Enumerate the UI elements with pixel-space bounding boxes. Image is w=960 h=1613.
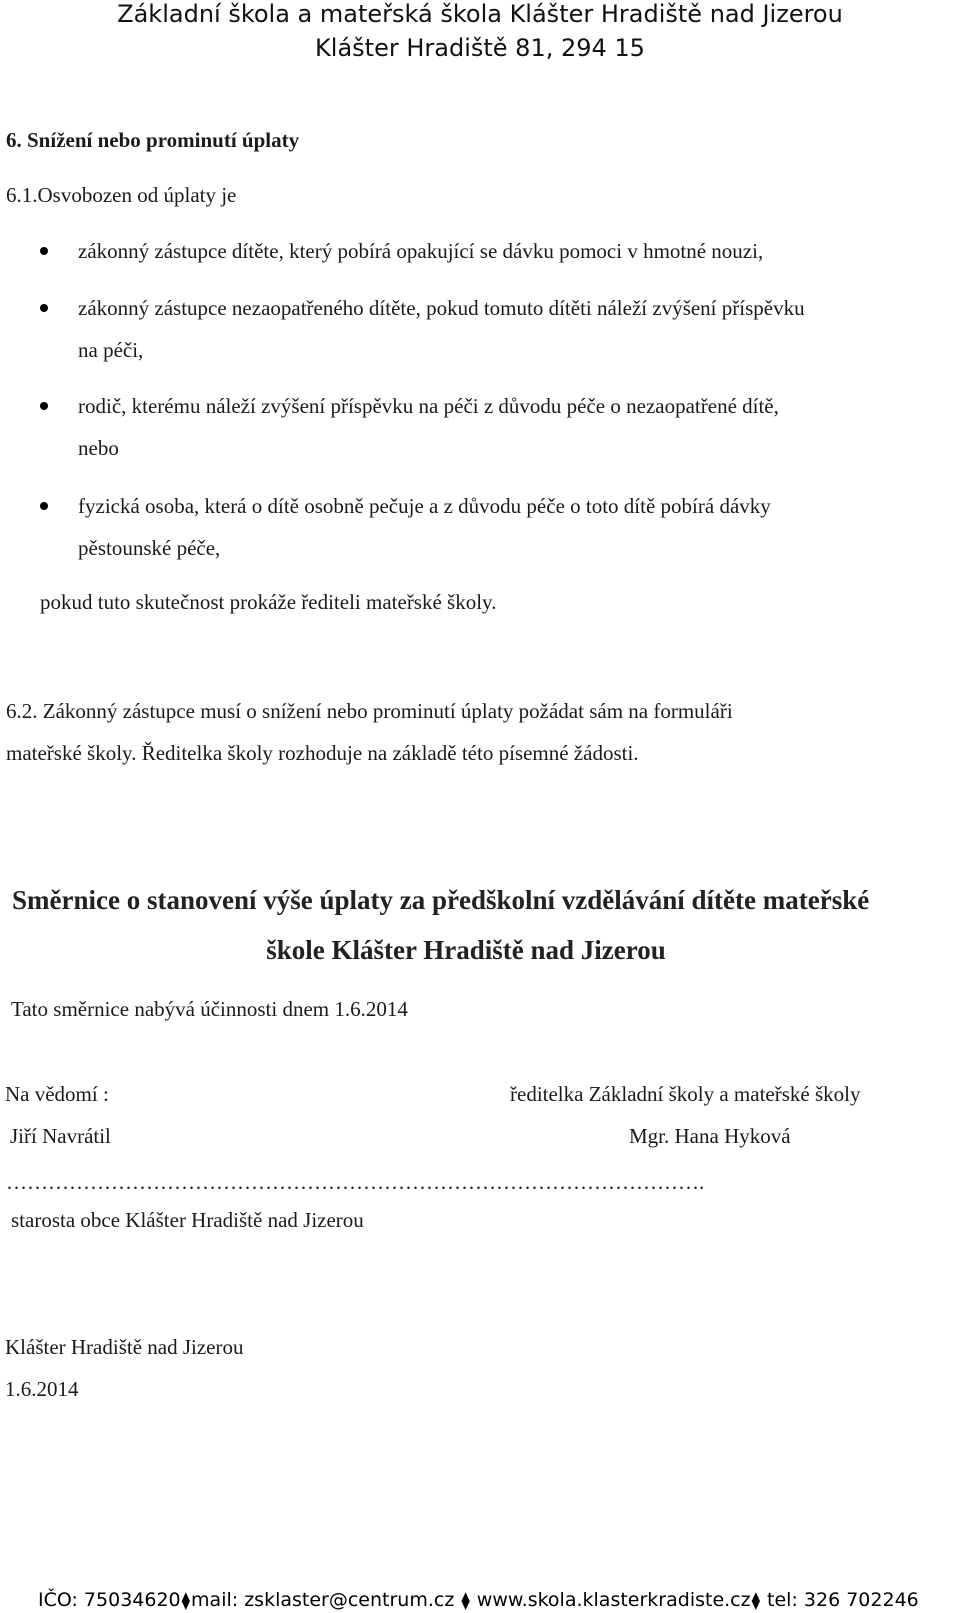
mayor-role: starosta obce Klášter Hradiště nad Jizerou xyxy=(11,1208,364,1232)
paragraph-6-2-line2: mateřské školy. Ředitelka školy rozhoduje na základě této písemné žádosti. xyxy=(6,741,639,765)
place: Klášter Hradiště nad Jizerou xyxy=(5,1335,244,1359)
letterhead-address: Klášter Hradiště 81, 294 15 xyxy=(315,34,645,62)
paragraph-6-2-line1: 6.2. Zákonný zástupce musí o snížení nebo prominutí úplaty požádat sám na formuláři xyxy=(6,699,733,723)
bullet-icon xyxy=(40,502,48,510)
list-item-continuation: nebo xyxy=(78,436,119,460)
footer-contact xyxy=(38,1589,919,1611)
acknowledged-label: Na vědomí : xyxy=(5,1082,109,1106)
acknowledged-name: Jiří Navrátil xyxy=(10,1124,111,1148)
paragraph-6-1-close: pokud tuto skutečnost prokáže řediteli mateřské školy. xyxy=(40,590,497,614)
effective-date-statement: Tato směrnice nabývá účinnosti dnem 1.6.2014 xyxy=(11,997,408,1021)
list-item-continuation: na péči, xyxy=(78,338,144,362)
letterhead-school-name: Základní škola a mateřská škola Klášter Hradiště nad Jizerou xyxy=(117,0,843,28)
list-item: fyzická osoba, která o dítě osobně pečuje a z důvodu péče o toto dítě pobírá dávky xyxy=(78,494,771,518)
list-item: zákonný zástupce nezaopatřeného dítěte, pokud tomuto dítěti náleží zvýšení příspěvku xyxy=(78,296,805,320)
list-item: rodič, kterému náleží zvýšení příspěvku na péči z důvodu péče o nezaopatřené dítě, xyxy=(78,394,779,418)
paragraph-6-1-intro: 6.1.Osvobozen od úplaty je xyxy=(6,183,237,207)
signature-dotted-line: ………………………………………………………………………………………. xyxy=(6,1170,705,1194)
director-name: Mgr. Hana Hyková xyxy=(629,1124,791,1148)
footer-tel: tel: 326 702246 xyxy=(767,1589,919,1611)
list-item: zákonný zástupce dítěte, který pobírá opakující se dávku pomoci v hmotné nouzi, xyxy=(78,239,764,263)
diamond-icon: ⧫ xyxy=(751,1591,760,1611)
footer-web: www.skola.klasterkradiste.cz xyxy=(476,1589,751,1611)
date: 1.6.2014 xyxy=(5,1377,79,1401)
section-heading: 6. Snížení nebo prominutí úplaty xyxy=(6,128,300,152)
director-role: ředitelka Základní školy a mateřské školy xyxy=(510,1082,861,1106)
diamond-icon: ⧫ xyxy=(181,1591,191,1611)
directive-title-line2: škole Klášter Hradiště nad Jizerou xyxy=(266,935,666,965)
diamond-icon: ⧫ xyxy=(461,1591,470,1611)
list-item-continuation: pěstounské péče, xyxy=(78,536,221,560)
footer-email: mail: zsklaster@centrum.cz xyxy=(191,1589,455,1611)
directive-title-line1: Směrnice o stanovení výše úplaty za předškolní vzdělávání dítěte mateřské xyxy=(12,885,870,915)
footer-ico: IČO: 75034620 xyxy=(38,1589,181,1611)
bullet-icon xyxy=(40,247,48,255)
bullet-icon xyxy=(40,304,48,312)
bullet-icon xyxy=(40,402,48,410)
